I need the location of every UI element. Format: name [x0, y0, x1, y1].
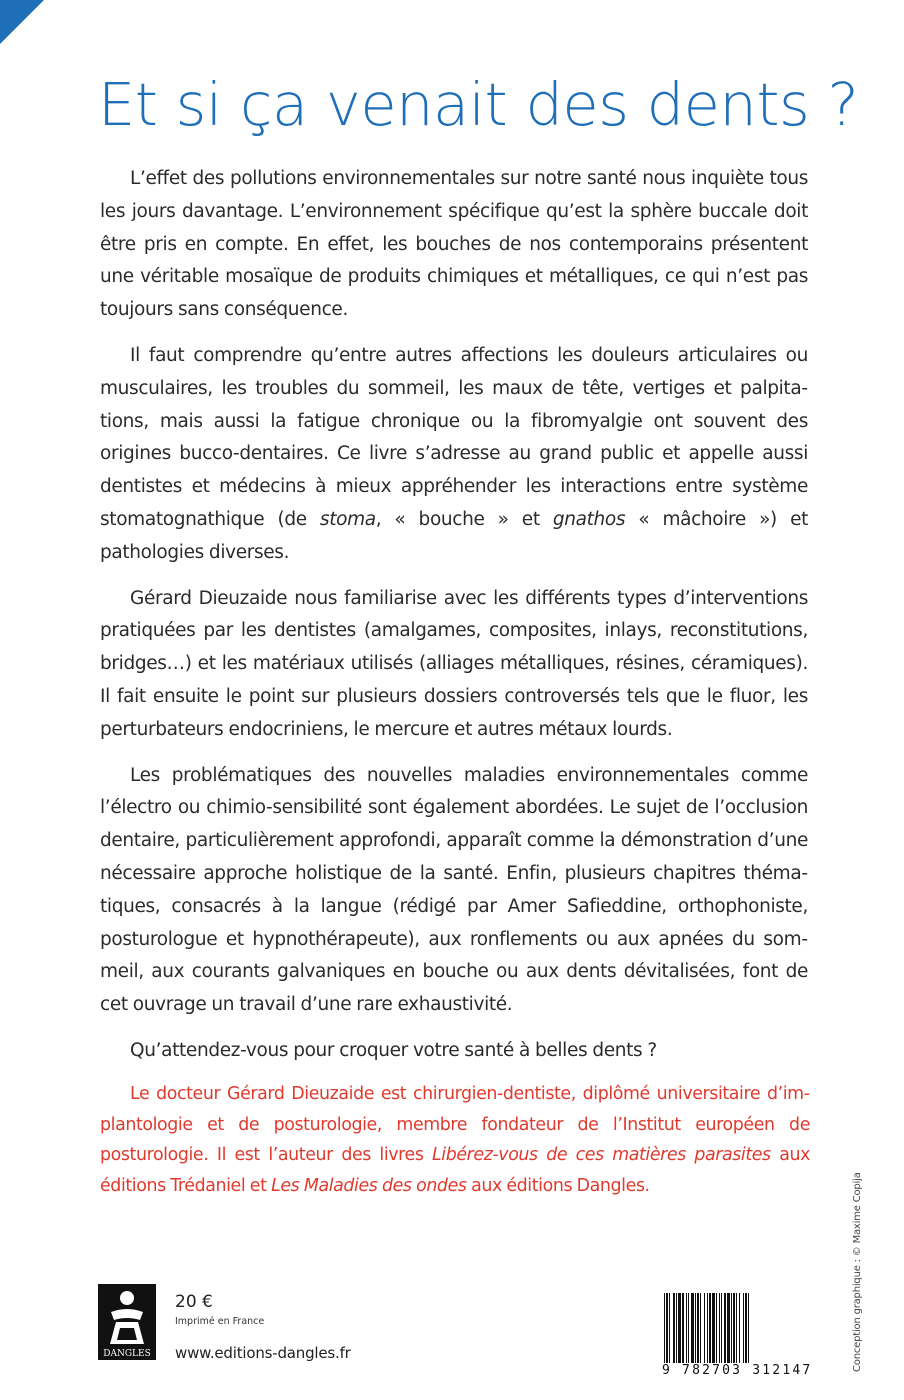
italic-text: Libérez-vous de ces matières parasites	[431, 1145, 771, 1165]
blurb-body	[100, 163, 808, 1081]
logo-text: DANGLES	[103, 1349, 151, 1359]
italic-text: stoma	[319, 508, 376, 530]
barcode-bar	[727, 1293, 730, 1369]
barcode-bar	[673, 1293, 675, 1369]
barcode-bar	[724, 1293, 726, 1369]
blurb-paragraph: Gérard Dieuzaide nous familiarise avec les différents types d’interventions pratiquées par les dentistes (amalgames, composites, inlays, reconstitutions, bridges…) et les matériaux utilisés (alliages métalliques, résines, céramiques). Il fait ensuite le point sur plusieurs dossiers controversés tels que le fluor, les perturbateurs endocriniens, le mercure et autres métaux lourds.	[100, 587, 808, 740]
italic-text: gnathos	[552, 508, 626, 530]
barcode-bar	[709, 1293, 711, 1369]
barcode-bar	[716, 1293, 717, 1369]
blurb-paragraph: Qu’attendez-vous pour croquer votre santé à belles dents ?	[130, 1039, 657, 1061]
barcode-bar	[686, 1293, 687, 1369]
isbn-number: 9 782703 312147	[648, 1363, 814, 1378]
printed-in: Imprimé en France	[175, 1316, 265, 1327]
barcode-bar	[721, 1293, 722, 1369]
blurb-paragraph: L’effet des pollutions environnementales sur notre santé nous inquiète tous les jours davantage. L’environnement spécifique qu’est la sphère buccale doit être pris en compte. En effet, les bouches de nos contemporains présentent une véritable mosaïque de produits chimiques et métalliques, ce qui n’est pas toujours sans conséquence.	[100, 168, 808, 321]
barcode-bar	[719, 1293, 720, 1369]
barcode-bar	[733, 1293, 735, 1369]
barcode-bar	[666, 1293, 668, 1369]
barcode-bar	[695, 1293, 696, 1369]
barcode-bar	[743, 1293, 744, 1369]
barcode-bar	[669, 1293, 670, 1369]
author-bio-paragraph: Le docteur Gérard Dieuzaide est chirurgien-dentiste, diplômé universitaire d’implantologie et de posturologie, membre fondateur de l’Institut européen de posturologie. Il est l’auteur des livres Libérez-vous de ces matières parasites aux éditions Trédaniel et Les Maladies des ondes aux éditions Dangles.	[100, 1084, 810, 1196]
barcode-bar	[745, 1293, 747, 1369]
barcode-icon	[661, 1293, 810, 1369]
barcode-bar	[707, 1293, 708, 1369]
barcode-bar	[688, 1293, 689, 1369]
barcode-bar	[704, 1293, 705, 1369]
barcode-bar	[678, 1293, 681, 1369]
dangles-logo-icon	[98, 1284, 156, 1360]
barcode-bar	[664, 1293, 665, 1369]
barcode-bar	[731, 1293, 732, 1369]
price: 20 €	[175, 1292, 213, 1312]
barcode-bar	[739, 1293, 740, 1369]
barcode-bar	[736, 1293, 737, 1369]
barcode-bar	[748, 1293, 749, 1369]
blurb-paragraph: Il faut comprendre qu’entre autres affections les douleurs articulaires ou musculaires, les troubles du sommeil, les maux de tête, vertiges et palpitations, mais aussi la fatigue chronique ou la fibromyalgie ont souvent des origines bucco-dentaires. Ce livre s’adresse au grand public et appelle aussi dentistes et médecins à mieux appréhender les interactions entre système stomatognathique (de stoma, « bouche » et gnathos « mâchoire ») et pathologies diverses.	[100, 344, 809, 563]
corner-triangle-decoration	[0, 0, 44, 44]
page-title: Et si ça venait des dents ?	[98, 70, 859, 139]
barcode-bar	[691, 1293, 694, 1369]
barcode-bar	[700, 1293, 701, 1369]
barcode-bar	[712, 1293, 715, 1369]
design-credit: Conception graphique : © Maxime Copija	[852, 1172, 863, 1372]
blurb-paragraph: Les problématiques des nouvelles maladies environnementales comme l’électro ou chimio-sensibilité sont également abordées. Le sujet de l’occlusion dentaire, particulièrement approfondi, apparaît comme la démonstration d’une nécessaire approche holistique de la santé. Enfin, plusieurs chapitres thématiques, consacrés à la langue (rédigé par Amer Safieddine, orthophoniste, posturologue et hypnothérapeute), aux ronflements ou aux apnées du sommeil, aux courants galvaniques en bouche ou aux dents dévitalisées, font de cet ouvrage un travail d’une rare exhaustivité.	[100, 764, 808, 1016]
author-bio	[100, 1079, 810, 1201]
publisher-website: www.editions-dangles.fr	[175, 1344, 351, 1362]
italic-text: Les Maladies des ondes	[271, 1175, 467, 1196]
barcode-bar	[676, 1293, 677, 1369]
barcode-bar	[682, 1293, 684, 1369]
barcode-bar	[697, 1293, 699, 1369]
